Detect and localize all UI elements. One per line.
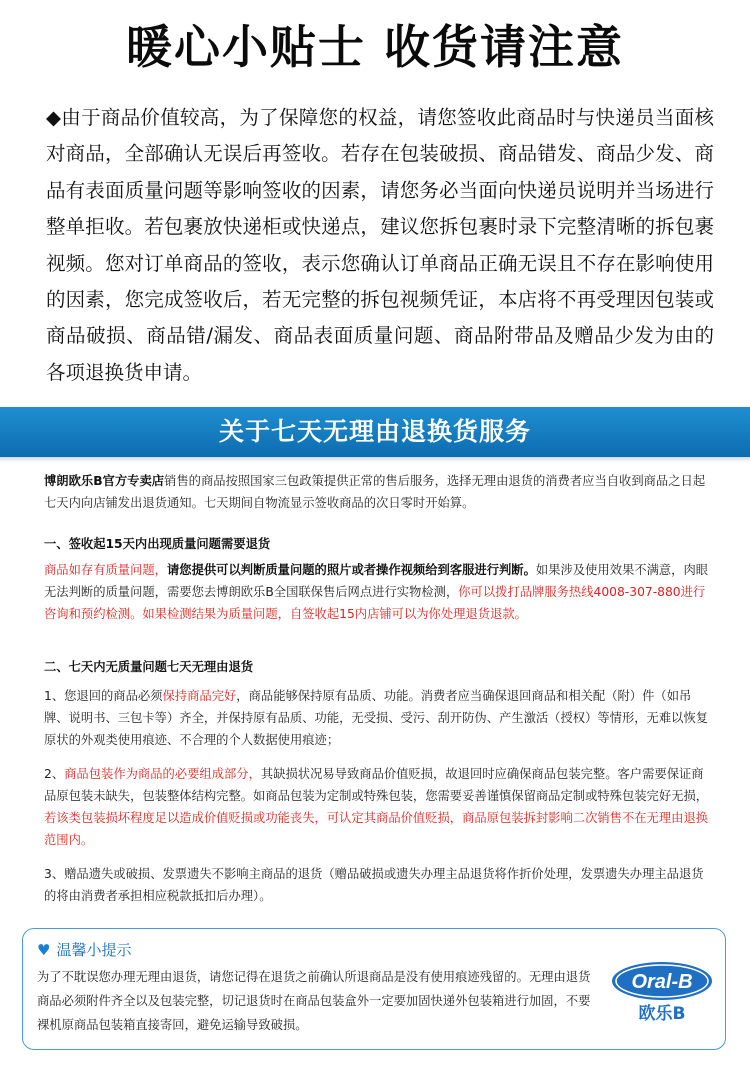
oral-b-logo bbox=[607, 959, 717, 1023]
section-one-text bbox=[44, 559, 714, 625]
section-two bbox=[44, 656, 714, 907]
section-one-heading: 一、签收起15天内出现质量问题需要退货 bbox=[44, 537, 271, 551]
tips-box bbox=[22, 928, 726, 1050]
page-title: 暖心小贴士 收货请注意 bbox=[125, 20, 624, 74]
item-two-red-1: 商品包装作为商品的必要组成部分， bbox=[64, 767, 261, 781]
intro-notice: ◆由于商品价值较高，为了保障您的权益，请您签收此商品时与快递员当面核对商品，全部确认无误后再签收。若存在包装破损、商品错发、商品少发、商品有表面质量问题等影响签收的因素，请您务必当面向快递员说明并当场进行整单拒收。若包裹放快递柜或快递点，建议您拆包裹时录下完整清晰的拆包裹视频。您对订单商品的签收，表示您确认订单商品正确无误且不存在影响使用的因素，您完成签收后，若无完整的拆包视频凭证，本店将不再受理因包装或商品破损、商品错/漏发、商品表面质量问题、商品附带品及赠品少发为由的各项退换货申请。 bbox=[46, 106, 714, 384]
item-two-text-b: 其缺损状况易导致商品价值贬损，故退回时应确保商品包装完整。客户需要保证商品原包装未缺失，包装整体结构完整。如商品包装为定制或特殊包装，您需要妥善谨慎保留商品定制或特殊包装完好无损， bbox=[44, 767, 709, 803]
heart-icon: ♥ bbox=[37, 941, 51, 959]
tips-title bbox=[37, 939, 131, 960]
item-one-text-a: 1、您退回的商品必须 bbox=[44, 689, 163, 703]
tips-title-text: 温馨小提示 bbox=[56, 941, 132, 959]
section-one-middle: 如果涉及使用效果不满意，肉眼无法判断的质量问题，需要您去博朗欧乐B全国联保售后网点进行实物检测， bbox=[44, 563, 709, 599]
item-one-text-b: ，商品能够保持原有品质、功能。消费者应当确保退回商品和相关配（附）件（如吊牌、说明书、三包卡等）齐全，并保持原有品质、功能，无受损、受污、刮开防伪、产生激活（授权）等情形，无难以恢复原状的外观类使用痕迹、不合理的个人数据使用痕迹； bbox=[44, 689, 709, 747]
item-one bbox=[44, 685, 714, 751]
item-two-red-2: 若该类包装损坏程度足以造成价值贬损或功能丧失，可认定其商品价值贬损，商品原包装拆封影响二次销售不在无理由退换范围内。 bbox=[44, 811, 709, 847]
store-name: 博朗欧乐B官方专卖店 bbox=[44, 474, 165, 488]
section-one-red-3: 你可以拨打品牌服务热线4008-307-880进行咨询和预约检测。如果检测结果为质量问题，自签收起15内店铺可以为你处理退货退款。 bbox=[44, 585, 706, 621]
service-banner: 关于七天无理由退换货服务 bbox=[0, 407, 750, 457]
service-intro bbox=[44, 470, 714, 514]
logo-text: Oral-B bbox=[631, 971, 693, 993]
item-two-text-a: 2、 bbox=[44, 767, 65, 781]
banner-shadow bbox=[0, 457, 750, 462]
item-one-red: 保持商品完好 bbox=[162, 689, 237, 703]
item-three: 3、赠品遗失或破损、发票遗失不影响主商品的退货（赠品破损或遗失办理主品退货将作折价处理，发票遗失办理主品退货的将由消费者承担相应税款抵扣后办理）。 bbox=[44, 867, 704, 903]
item-two bbox=[44, 763, 714, 851]
section-one-red-2: 请您提供可以判断质量问题的照片或者操作视频给到客服进行判断。 bbox=[166, 563, 536, 577]
service-intro-text: 销售的商品按照国家三包政策提供正常的售后服务，选择无理由退货的消费者应当自收到商品之日起七天内向店铺发出退货通知。七天期间自物流显示签收商品的次日零时开始算。 bbox=[44, 474, 706, 510]
section-two-heading: 二、七天内无质量问题七天无理由退货 bbox=[44, 660, 254, 674]
section-one bbox=[44, 533, 714, 625]
tips-body: 为了不耽误您办理无理由退货，请您记得在退货之前确认所退商品是没有使用痕迹残留的。无理由退货商品必须附件齐全以及包装完整，切记退货时在商品包装盒外一定要加固快递外包装箱进行加固，不要裸机原商品包装箱直接寄回，避免运输导致破损。 bbox=[37, 970, 591, 1032]
section-one-red-1: 商品如存有质量问题， bbox=[44, 563, 167, 577]
logo-cn-text: 欧乐B bbox=[638, 1004, 686, 1023]
